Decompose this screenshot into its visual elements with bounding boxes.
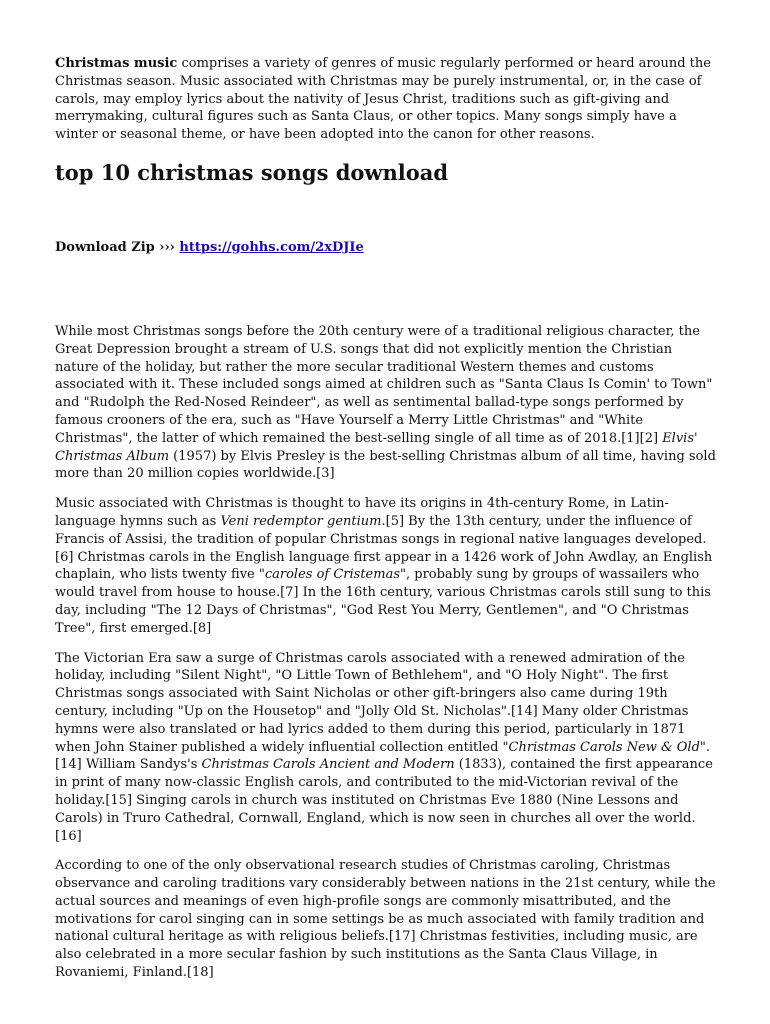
intro-paragraph bbox=[55, 55, 717, 144]
download-link[interactable]: https://gohhs.com/2xDJIe bbox=[179, 239, 364, 255]
intro-bold-term: Christmas music bbox=[55, 56, 178, 71]
download-line bbox=[55, 239, 717, 257]
italic-text: Elvis bbox=[662, 430, 695, 446]
italic-text: Christmas Carols Ancient and Modern bbox=[201, 757, 455, 773]
paragraph-text: ' bbox=[694, 430, 698, 446]
italic-text: Christmas Album bbox=[55, 448, 170, 464]
paragraph-text: According to one of the only observational research studies of Christmas caroling, Christmas observance and caroling traditions vary considerably between nations in the 21st century, while the actual sources and meanings of even high-profile songs are commonly misattributed, and the motivations for carol singing can in some settings be as much associated with family tradition and national cultural heritage as with religious beliefs.[17] Christmas festivities, including music, are also celebrated in a more secular fashion by such institutions as the Santa Claus Village, in Rovaniemi, Finland.[18] bbox=[55, 858, 716, 981]
body-paragraph-4 bbox=[55, 857, 717, 982]
paragraph-text: (1833), contained the first appearance in print of many now-classic English carols, and contributed to the mid-Victorian revival of the holiday.[15] Singing carols in church was instituted on Christmas Eve 1880 (Nine Lessons and Carols) in Truro Cathedral, Cornwall, England, which is now seen in churches all over the world.[16] bbox=[55, 757, 713, 844]
paragraph-text: ", probably sung by groups of wassailers who would travel from house to house.[7] In the 16th century, various Christmas carols still sung to this day, including "The 12 Days of Christmas", "God Rest You Merry, Gentlemen", and "O Christmas Tree", first emerged.[8] bbox=[55, 567, 711, 636]
paragraph-text: ".[14] William Sandys's bbox=[55, 739, 711, 773]
body-paragraph-3 bbox=[55, 650, 717, 846]
intro-text: comprises a variety of genres of music regularly performed or heard around the Christmas season. Music associated with Christmas may be purely instrumental, or, in the case of carols, may employ lyrics about the nativity of Jesus Christ, traditions such as gift-giving and merrymaking, cultural figures such as Santa Claus, or other topics. Many songs simply have a winter or seasonal theme, or have been adopted into the canon for other reasons. bbox=[55, 56, 711, 143]
paragraph-text: .[5] By the 13th century, under the influence of Francis of Assisi, the tradition of popular Christmas songs in regional native languages developed.[6] Christmas carols in the English language first appear in a 1426 work of John Awdlay, an English chaplain, who lists twenty five " bbox=[55, 513, 713, 583]
page-title: top 10 christmas songs download bbox=[55, 159, 449, 185]
document-page bbox=[55, 55, 717, 994]
paragraph-text: Music associated with Christmas is thought to have its origins in 4th-century Rome, in Latin-language hymns such as bbox=[55, 496, 669, 529]
italic-text: caroles of Cristemas bbox=[264, 567, 400, 583]
paragraph-text: The Victorian Era saw a surge of Christmas carols associated with a renewed admiration of the holiday, including "Silent Night", "O Little Town of Bethlehem", and "O Holy Night". The first Christmas songs associated with Saint Nicholas or other gift-bringers also came during 19th century, including "Up on the Housetop" and "Jolly Old St. Nicholas".[14] Many older Christmas hymns were also translated or had lyrics added to them during this period, particularly in 1871 when John Stainer published a widely influential collection entitled " bbox=[55, 650, 689, 755]
paragraph-text: While most Christmas songs before the 20th century were of a traditional religious character, the Great Depression brought a stream of U.S. songs that did not explicitly mention the Christian nature of the holiday, but rather the more secular traditional Western themes and customs associated with it. These included songs aimed at children such as "Santa Claus Is Comin' to Town" and "Rudolph the Red-Nosed Reindeer", as well as sentimental ballad-type songs performed by famous crooners of the era, such as "Have Yourself a Merry Little Christmas" and "White Christmas", the latter of which remained the best-selling single of all time as of 2018.[1][2] bbox=[55, 323, 713, 446]
paragraph-text: (1957) by Elvis Presley is the best-selling Christmas album of all time, having sold more than 20 million copies worldwide.[3] bbox=[55, 448, 716, 482]
italic-text: Christmas Carols New & Old bbox=[508, 739, 700, 755]
body-paragraph-1 bbox=[55, 323, 717, 483]
download-label: Download Zip ››› bbox=[55, 239, 180, 255]
italic-text: Veni redemptor gentium bbox=[220, 513, 382, 529]
body-paragraph-2 bbox=[55, 495, 717, 637]
